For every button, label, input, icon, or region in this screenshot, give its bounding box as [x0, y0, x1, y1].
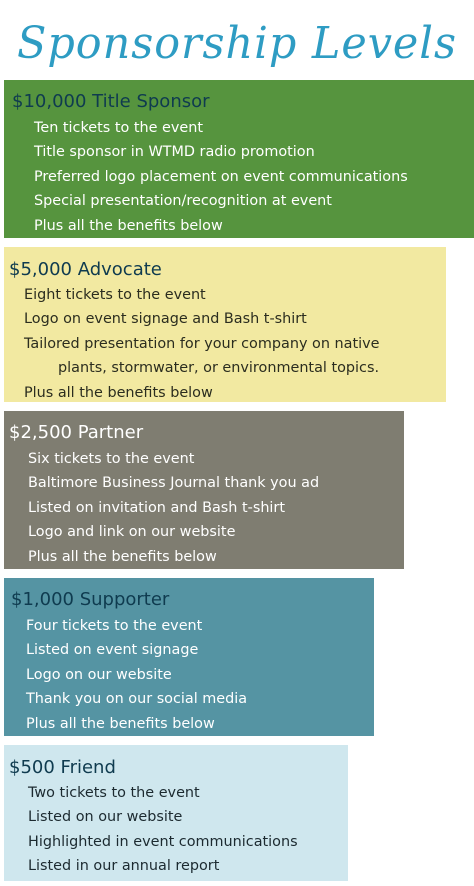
benefit-item: Listed in our annual report — [28, 858, 220, 875]
benefit-item: Plus all the benefits below — [34, 217, 223, 234]
benefit-item-continued: plants, stormwater, or environmental topics. — [58, 360, 380, 377]
benefit-item: Title sponsor in WTMD radio promotion — [34, 144, 315, 161]
benefit-list — [34, 116, 408, 238]
benefit-item: Preferred logo placement on event communications — [34, 168, 408, 185]
benefit-item: Thank you on our social media — [26, 691, 248, 708]
tier-heading: $2,500 Partner — [9, 422, 144, 443]
benefit-item: Special presentation/recognition at event — [34, 193, 332, 210]
benefit-list — [24, 283, 380, 405]
benefit-item: Tailored presentation for your company on native — [24, 335, 380, 352]
benefit-list — [26, 614, 247, 736]
benefit-item: Logo and link on our website — [28, 524, 236, 541]
benefit-item: Four tickets to the event — [26, 618, 203, 634]
benefit-item: Eight tickets to the event — [24, 287, 206, 303]
tier-advocate — [4, 247, 446, 402]
benefit-item: Six tickets to the event — [28, 451, 195, 467]
tier-heading: $1,000 Supporter — [11, 589, 170, 610]
benefit-item: Baltimore Business Journal thank you ad — [28, 475, 320, 492]
benefit-item: Ten tickets to the event — [34, 120, 204, 136]
page-title-text: Sponsorship Levels — [17, 18, 457, 69]
tier-title-sponsor — [4, 80, 474, 238]
benefit-item: Plus all the benefits below — [28, 548, 217, 565]
benefit-list — [28, 447, 319, 569]
page-title-graphic — [0, 0, 474, 80]
benefit-item: Two tickets to the event — [28, 785, 200, 801]
benefit-item: Plus all the benefits below — [24, 384, 213, 401]
benefit-item: Plus all the benefits below — [26, 715, 215, 732]
tier-friend — [4, 745, 348, 881]
tier-partner — [4, 411, 404, 569]
benefit-item: Logo on event signage and Bash t-shirt — [24, 311, 307, 328]
benefit-item: Highlighted in event communications — [28, 833, 298, 850]
tier-supporter — [4, 578, 374, 736]
tier-heading: $500 Friend — [9, 757, 116, 778]
benefit-list — [28, 781, 298, 879]
benefit-item: Listed on our website — [28, 809, 183, 826]
tier-heading: $10,000 Title Sponsor — [12, 91, 210, 112]
benefit-item: Listed on event signage — [26, 642, 199, 659]
benefit-item: Logo on our website — [26, 666, 172, 683]
page-title — [0, 0, 474, 80]
tier-heading: $5,000 Advocate — [9, 259, 162, 280]
benefit-item: Listed on invitation and Bash t-shirt — [28, 499, 285, 516]
